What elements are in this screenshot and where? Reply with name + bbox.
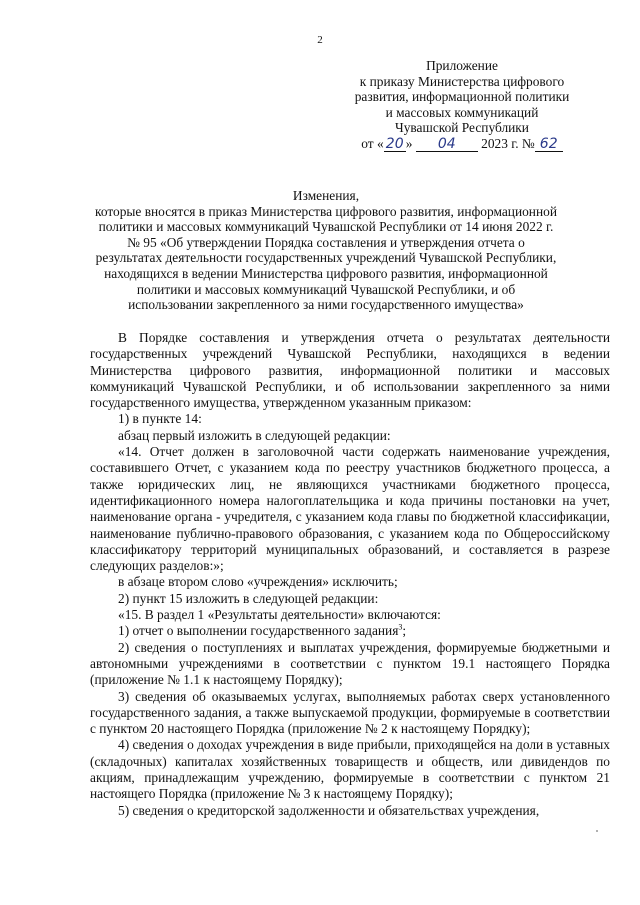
appendix-line: и массовых коммуникаций: [385, 104, 539, 120]
paragraph: 3) сведения об оказываемых услугах, выполняемых работах сверх установленного государственного задания, а также выпускаемой продукции, формируемые в соответствии с пунктом 20 настоящего Порядка (приложение № 2 к настоящему Порядку);: [90, 688, 610, 737]
paragraph: 2) сведения о поступлениях и выплатах учреждения, формируемые бюджетными и автономными учреждениями в соответствии с пунктом 19.1 настоящего Порядка (приложение № 1.1 к настоящему Порядку);: [90, 639, 610, 688]
appendix-block: [330, 58, 594, 152]
paragraph: в абзаце втором слово «учреждения» исключить;: [118, 574, 398, 590]
date-month-handwritten: 04: [416, 138, 478, 152]
page-number: 2: [317, 34, 323, 46]
paragraph: 5) сведения о кредиторской задолженности и обязательствах учреждения,: [118, 802, 540, 818]
item1-text: 1) отчет о выполнении государственного задания: [118, 623, 399, 639]
title-heading: Изменения,: [292, 188, 360, 203]
paragraph: «15. В раздел 1 «Результаты деятельности» включаются:: [118, 607, 441, 623]
document-body: [90, 330, 610, 819]
document-title: [95, 188, 557, 313]
appendix-line: Чувашской Республики: [395, 120, 529, 136]
paragraph: 1) в пункте 14:: [118, 411, 202, 427]
appendix-line: развития, информационной политики: [354, 89, 570, 105]
paragraph: «14. Отчет должен в заголовочной части содержать наименование учреждения, составившего Отчет, с указанием кода по реестру участников бюджетного процесса, а также юридических лиц, не являющихся участниками бюджетного процесса, идентификационного номера налогоплательщика и кода причины постановки на учет, наименование органа - учредителя, с указанием кода главы по бюджетной классификации, наименование публично-правового образования, с указанием кода по Общероссийскому классификатору территорий муниципальных образований, и составляется в разрезе следующих разделов:»;: [90, 444, 610, 574]
date-prefix: от «: [361, 135, 384, 151]
paragraph: [90, 623, 610, 639]
scan-speck: [596, 830, 598, 832]
footnote-marker: 3: [398, 622, 403, 632]
order-number-handwritten: 62: [535, 138, 563, 152]
item1-end: ;: [402, 623, 407, 639]
date-year: 2023 г. №: [481, 135, 535, 151]
paragraph: 2) пункт 15 изложить в следующей редакции:: [118, 590, 379, 606]
title-subtitle: которые вносятся в приказ Министерства цифрового развития, информационной политики и массовых коммуникаций Чувашской Республики от 14 июня 2022 г. № 95 «Об утверждении Порядка составления и утверждения отчета о результатах деятельности государственных учреждений Чувашской Республики, находящихся в ведении Министерства цифрового развития, информационной политики и массовых коммуникаций Чувашской Республики, и об использовании закрепленного за ними государственного имущества»: [95, 203, 557, 313]
paragraph: абзац первый изложить в следующей редакции:: [118, 427, 391, 443]
appendix-line: к приказу Министерства цифрового: [359, 73, 565, 89]
paragraph: 4) сведения о доходах учреждения в виде прибыли, приходящейся на доли в уставных (складочных) капиталах хозяйственных товариществ и обществ, или дивидендов по акциям, принадлежащим учреждению, формируемые в соответствии с пунктом 21 настоящего Порядка (приложение № 3 к настоящему Порядку);: [90, 737, 610, 802]
date-mid: »: [405, 135, 413, 151]
order-date-line: [330, 136, 594, 152]
date-day-handwritten: 20: [384, 138, 406, 152]
paragraph: В Порядке составления и утверждения отчета о результатах деятельности государственных учреждений Чувашской Республики, находящихся в ведении Министерства цифрового развития, информационной политики и массовых коммуникаций Чувашской Республики, и об использовании закрепленного за ними государственного имущества, утвержденном указанным приказом:: [90, 330, 610, 411]
appendix-line: Приложение: [426, 58, 498, 73]
